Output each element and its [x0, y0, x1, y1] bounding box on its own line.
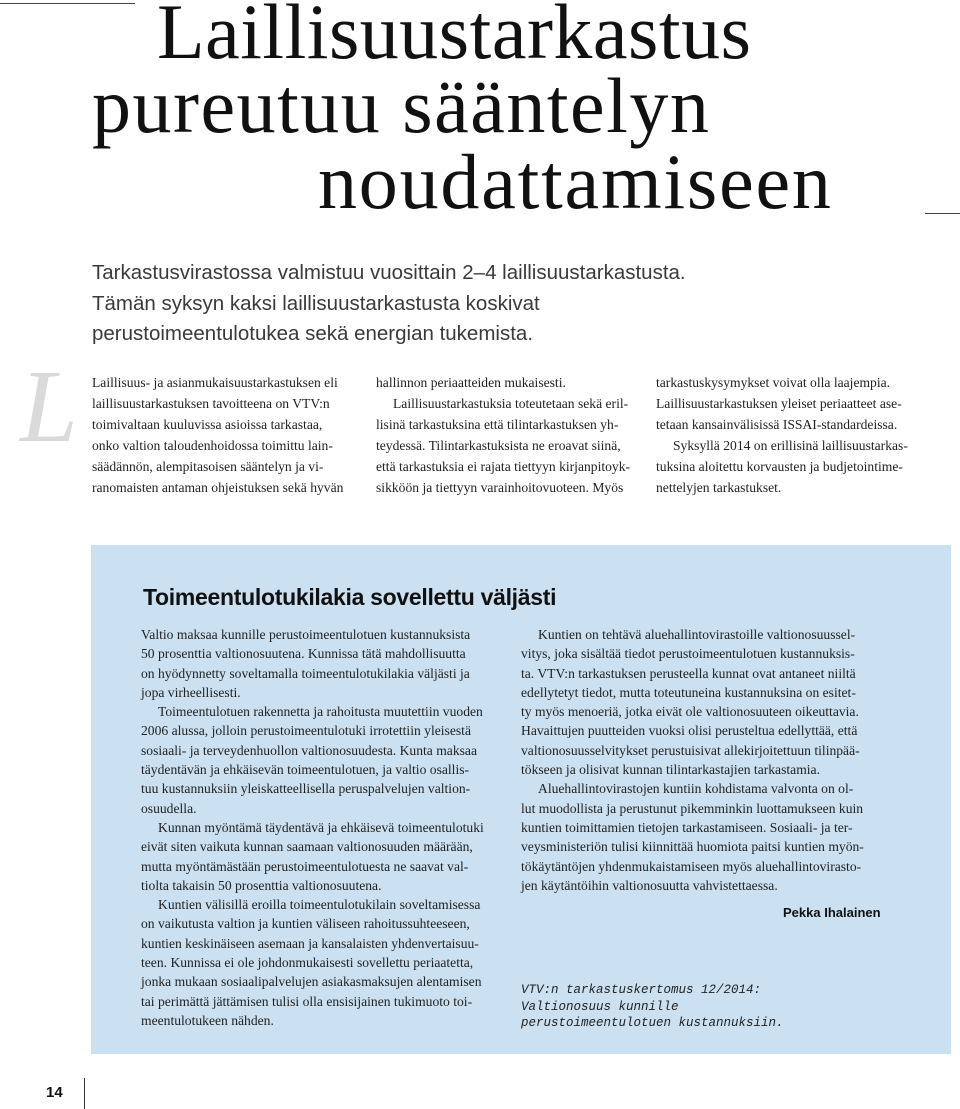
body-line: tetaan kansainvälisissä ISSAI-standardeissa. [656, 417, 898, 432]
lead-paragraph [92, 258, 852, 350]
body-line: sikköön ja tiettyyn varainhoitovuoteen. Myös [376, 480, 624, 495]
box-line: vitys, joka sisältää tiedot perustoimeentulotuen kustannuksis- [521, 646, 855, 662]
box-line: tuu kustannuksiin yleiskatteellisella peruspalvelujen valtion- [141, 781, 471, 797]
body-line: onko valtion taloudenhoidossa toimittu lain- [92, 438, 333, 453]
box-line: Kunnan myöntämä täydentävä ja ehkäisevä toimeentulotuki [158, 819, 484, 835]
title-line-2: pureutuu sääntelyn [92, 62, 711, 149]
body-column-1 [92, 372, 367, 498]
body-line: Laillisuus- ja asianmukaisuustarkastuksen eli [92, 375, 338, 390]
top-rule [0, 3, 135, 4]
body-line: Syksyllä 2014 on erillisinä laillisuustarkas- [673, 438, 908, 453]
box-line: Kuntien välisillä eroilla toimeentulotukilain soveltamisessa [158, 897, 481, 913]
source-reference [521, 982, 784, 1032]
box-line: veysministeriön tulisi kiinnittää huomiota paitsi kuntien myön- [521, 839, 864, 855]
box-line: tökäytäntöjen yhdenmukaistamiseen myös aluehallintovirasto- [521, 858, 862, 874]
box-line: ta. VTV:n tarkastuksen perusteella kunnat ovat antaneet niiltä [521, 665, 856, 681]
box-line: mutta myöntämästään perustoimeentulotuesta ne saavat val- [141, 858, 469, 874]
body-line: tarkastuskysymykset voivat olla laajempia. [656, 375, 891, 390]
drop-cap: L [20, 349, 78, 464]
box-line: on vaikutusta valtion ja kuntien väliseen rahoitussuhteeseen, [141, 916, 470, 932]
title-rule [925, 213, 960, 214]
box-line: jopa virheellisesti. [141, 684, 241, 700]
body-line: hallinnon periaatteiden mukaisesti. [376, 375, 566, 390]
lead-line: Tämän syksyn kaksi laillisuustarkastusta koskivat [92, 291, 540, 315]
box-line: valtionosuusselvitykset perustuisivat allekirjoitettuun tilinpää- [521, 742, 860, 758]
body-line: toimivaltaan kuuluvissa asioissa tarkastaa, [92, 417, 323, 432]
body-line: laillisuustarkastuksen tavoitteena on VTV:n [92, 396, 330, 411]
body-line: tuksina aloitettu korvausten ja budjetointime- [656, 459, 903, 474]
box-line: 2006 alussa, jolloin perustoimeentulotuki irrotettiin yleisestä [141, 723, 471, 739]
box-line: Aluehallintovirastojen kuntiin kohdistama valvonta on ol- [538, 781, 854, 797]
lead-line: Tarkastusvirastossa valmistuu vuosittain 2–4 laillisuustarkastusta. [92, 261, 686, 284]
box-line: teen. Kunnissa ei ole johdonmukaisesti sovellettu periaatetta, [141, 955, 474, 971]
lead-line: perustoimeentulotukea sekä energian tukemista. [92, 322, 534, 345]
box-line: kuntien keskinäiseen asemaan ja kansalaisten yhdenvertaisuu- [141, 935, 479, 951]
body-line: säädännön, alempitasoisen sääntelyn ja vi- [92, 459, 324, 474]
box-line: täydentävän ja ehkäisevän toimeentulotuen, ja valtio osallis- [141, 762, 470, 778]
box-line: sosiaali- ja terveydenhuollon valtionosuudesta. Kunta maksaa [141, 742, 477, 758]
page-number-box [32, 1078, 85, 1109]
box-line: osuudella. [141, 800, 197, 816]
reference-line: Valtionosuus kunnille [521, 999, 679, 1014]
box-line: Valtio maksaa kunnille perustoimeentulotuen kustannuksista [141, 627, 471, 642]
box-line: lut muodollista ja perustunut pikemminkin luottamukseen kuin [521, 800, 864, 816]
body-line: Laillisuustarkastuksen yleiset periaatteet ase- [656, 396, 902, 411]
box-line: on hyödynnetty soveltamalla toimeentulotukilakia väljästi ja [141, 665, 470, 681]
page-number: 14 [46, 1084, 63, 1101]
box-line: 50 prosenttia valtionosuutena. Kunnissa tätä mahdollisuutta [141, 646, 466, 662]
sidebar-box [91, 545, 951, 1054]
body-column-2 [376, 372, 641, 498]
author-signature: Pekka Ihalainen [783, 905, 881, 920]
box-line: Toimeentulotuen rakennetta ja rahoitusta muutettiin vuoden [158, 704, 483, 720]
box-line: meentulotukeen nähden. [141, 1012, 274, 1028]
box-title: Toimeentulotukilakia sovellettu väljästi [143, 584, 557, 610]
box-column-1 [141, 625, 501, 1030]
box-line: tökseen ja olisivat kunnan tilintarkastajien tarkastamia. [521, 762, 820, 778]
box-line: Kuntien on tehtävä aluehallintovirastoille valtionosuussel- [538, 627, 856, 642]
box-line: eivät siten vaikuta kunnan saamaan valtionosuuden määrään, [141, 839, 473, 855]
box-column-2 [521, 625, 901, 895]
reference-line: VTV:n tarkastuskertomus 12/2014: [521, 983, 762, 997]
box-line: jonka mukaan sosiaalipalvelujen asiakasmaksujen alentamisen [141, 974, 482, 990]
body-line: Laillisuustarkastuksia toteutetaan sekä eril- [393, 396, 629, 411]
box-line: kuntien toimittamien tietojen tarkastamiseen. Sosiaali- ja ter- [521, 819, 853, 835]
body-column-3 [656, 372, 936, 498]
body-line: lisinä tarkastuksina että tilintarkastuksen yh- [376, 417, 619, 432]
box-line: Havaittujen puutteiden vuoksi olisi perusteltua edellyttää, että [521, 723, 858, 739]
box-line: edellytetyt tiedot, mutta toteutuneina kustannuksina on esitet- [521, 684, 856, 700]
reference-line: perustoimeentulotuen kustannuksiin. [521, 1016, 784, 1030]
body-line: teydessä. Tilintarkastuksista ne eroavat siinä, [376, 438, 621, 453]
body-line: että tarkastuksia ei rajata tiettyyn kirjanpitoyk- [376, 459, 631, 474]
box-line: tai perimättä jättämisen tulisi olla ensisijainen tukimuoto toi- [141, 993, 473, 1009]
body-line: ranomaisten antaman ohjeistuksen sekä hyvän [92, 480, 344, 495]
title-line-1: Laillisuustarkastus [157, 0, 752, 75]
body-line: nettelyjen tarkastukset. [656, 480, 782, 495]
box-line: jen käytäntöihin valtionosuutta vahvistettaessa. [521, 877, 778, 893]
box-line: ty myös menoeriä, jotka eivät ole valtionosuuteen oikeuttavia. [521, 704, 859, 720]
title-line-3: noudattamiseen [318, 138, 833, 225]
box-line: tiolta takaisin 50 prosenttia valtionosuutena. [141, 877, 382, 893]
